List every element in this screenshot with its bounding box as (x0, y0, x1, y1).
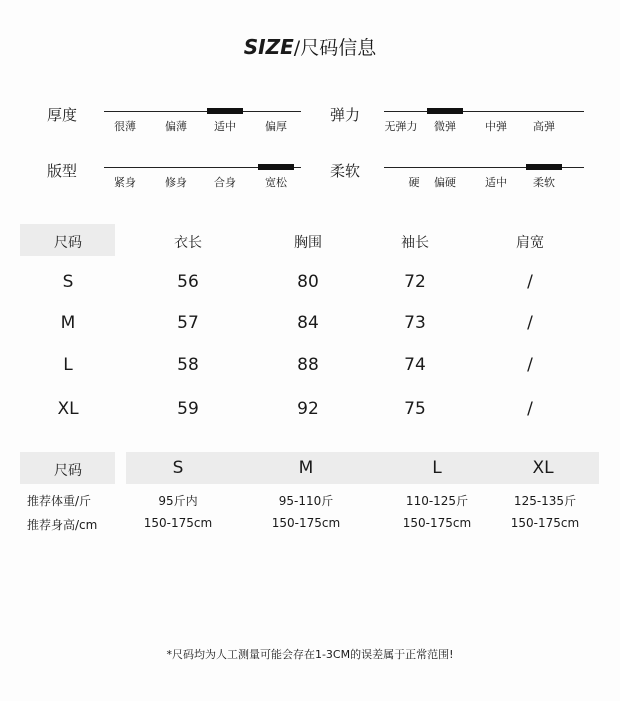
attr-label: 柔软 (330, 162, 361, 180)
size-table-cell: 74 (404, 355, 426, 375)
size-table-cell: / (527, 272, 533, 292)
scale-option: 偏厚 (265, 120, 287, 133)
scale-option: 高弹 (533, 120, 555, 133)
recommend-row-label: 推荐体重/斤 (27, 494, 92, 508)
scale-option: 紧身 (114, 176, 136, 189)
recommend-cell: 110-125斤 (405, 494, 469, 508)
size-table-cell: / (527, 399, 533, 419)
size-table-cell: 84 (297, 313, 319, 333)
scale-option: 柔软 (533, 176, 555, 189)
size-table-header: 胸围 (294, 235, 322, 251)
recommend-header-size: L (432, 458, 442, 478)
scale-selected-marker (427, 108, 463, 114)
recommend-row-label: 推荐身高/cm (27, 518, 98, 532)
scale-line (104, 111, 301, 112)
size-label: M (60, 313, 76, 333)
scale-option: 微弹 (434, 120, 456, 133)
size-table-cell: 72 (404, 272, 426, 292)
recommend-header-size: M (298, 458, 314, 478)
size-label: XL (57, 399, 79, 419)
recommend-cell: 150-175cm (271, 516, 341, 530)
recommend-cell: 150-175cm (143, 516, 213, 530)
title-cn: /尺码信息 (293, 37, 377, 59)
size-table-cell: 73 (404, 313, 426, 333)
recommend-header-label: 尺码 (54, 463, 82, 479)
scale-option: 硬 (408, 176, 420, 189)
size-table-cell: 56 (177, 272, 199, 292)
size-table-cell: 92 (297, 399, 319, 419)
size-label: L (63, 355, 73, 375)
recommend-cell: 150-175cm (402, 516, 472, 530)
size-table-cell: / (527, 355, 533, 375)
recommend-header-size: XL (532, 458, 554, 478)
size-table-cell: 75 (404, 399, 426, 419)
scale-option: 中弹 (485, 120, 507, 133)
recommend-cell: 150-175cm (510, 516, 580, 530)
recommend-header-size: S (172, 458, 184, 478)
size-label: S (62, 272, 74, 292)
scale-option: 很薄 (114, 120, 136, 133)
scale-option: 合身 (214, 176, 236, 189)
scale-option: 修身 (165, 176, 187, 189)
recommend-cell: 125-135斤 (513, 494, 577, 508)
scale-option: 适中 (214, 120, 236, 133)
size-table-header: 肩宽 (516, 235, 544, 251)
scale-selected-marker (258, 164, 294, 170)
size-table-cell: 57 (177, 313, 199, 333)
size-table-cell: 80 (297, 272, 319, 292)
scale-line (384, 111, 584, 112)
scale-option: 偏硬 (434, 176, 456, 189)
size-table-header: 衣长 (174, 235, 202, 251)
size-table-cell: / (527, 313, 533, 333)
attr-label: 厚度 (47, 106, 78, 124)
title-en: SIZE (243, 35, 294, 59)
footnote: *尺码均为人工测量可能会存在1-3CM的误差属于正常范围! (166, 648, 454, 661)
scale-option: 无弹力 (384, 120, 418, 133)
scale-option: 宽松 (265, 176, 287, 189)
scale-option: 适中 (485, 176, 507, 189)
attr-label: 版型 (47, 162, 78, 180)
scale-option: 偏薄 (165, 120, 187, 133)
recommend-cell: 95-110斤 (278, 494, 334, 508)
page-title (0, 33, 620, 60)
attr-label: 弹力 (330, 106, 361, 124)
size-table-header: 尺码 (54, 235, 82, 251)
recommend-header-sizes-bg (126, 452, 599, 484)
size-table-cell: 59 (177, 399, 199, 419)
size-table-cell: 58 (177, 355, 199, 375)
recommend-cell: 95斤内 (158, 494, 198, 508)
scale-selected-marker (207, 108, 243, 114)
size-table-cell: 88 (297, 355, 319, 375)
scale-selected-marker (526, 164, 562, 170)
size-table-header: 袖长 (401, 235, 429, 251)
